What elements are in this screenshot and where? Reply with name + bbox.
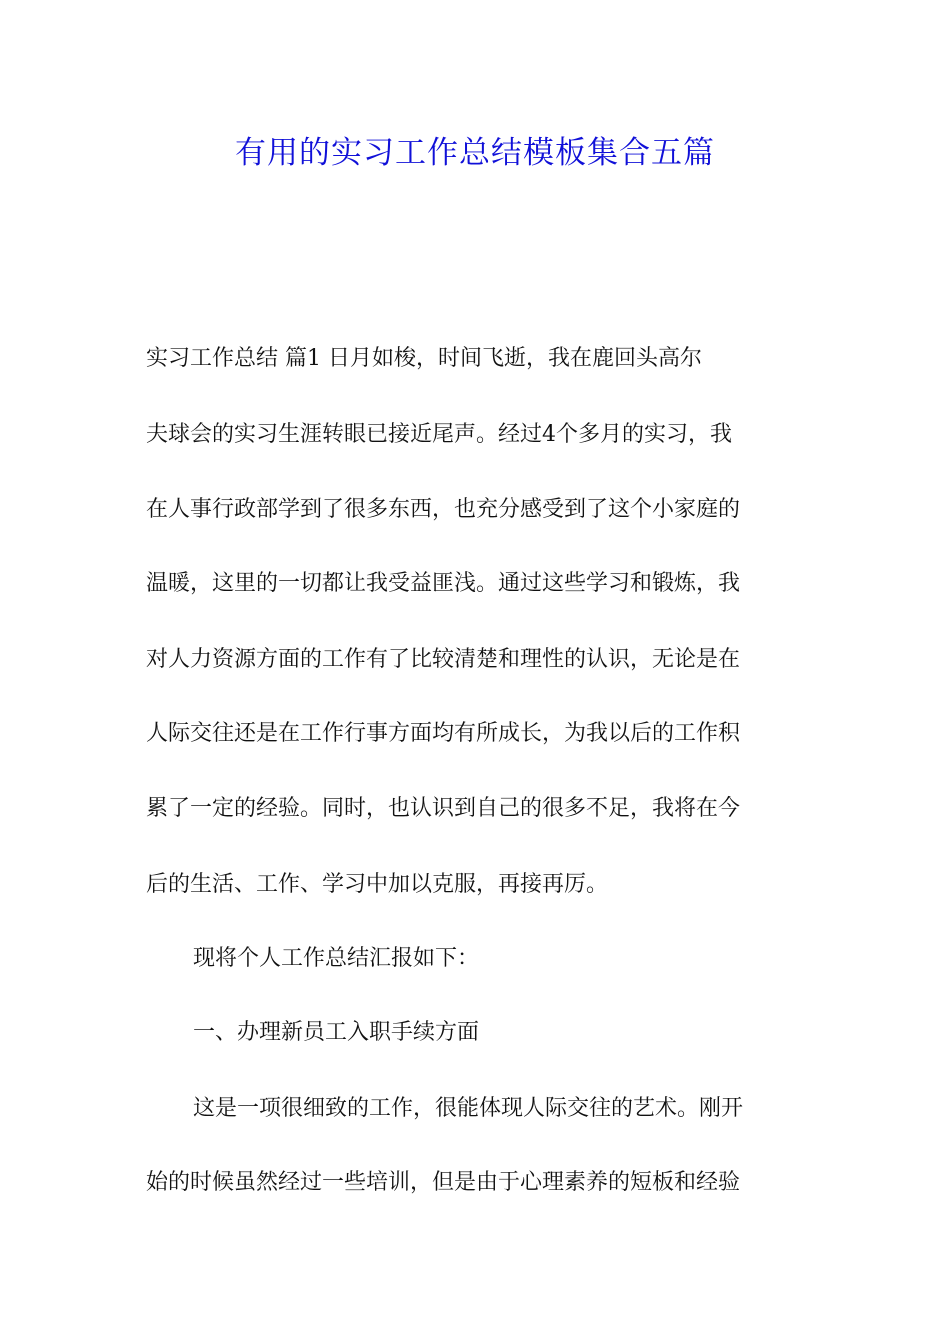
- paragraph-line: 人际交往还是在工作行事方面均有所成长，为我以后的工作积: [146, 721, 741, 746]
- paragraph-line: 夫球会的实习生涯转眼已接近尾声。经过4个多月的实习，我: [146, 422, 732, 447]
- paragraph-line: 温暖，这里的一切都让我受益匪浅。通过这些学习和锻炼，我: [146, 571, 741, 596]
- paragraph-line: 始的时候虽然经过一些培训，但是由于心理素养的短板和经验: [146, 1170, 741, 1195]
- section-heading: 一、办理新员工入职手续方面: [193, 1020, 480, 1045]
- paragraph-line: 在人事行政部学到了很多东西，也充分感受到了这个小家庭的: [146, 497, 741, 522]
- document-title: 有用的实习工作总结模板集合五篇: [235, 135, 715, 171]
- paragraph-line: 累了一定的经验。同时，也认识到自己的很多不足，我将在今: [146, 796, 741, 821]
- paragraph-line: 现将个人工作总结汇报如下：: [193, 946, 480, 971]
- paragraph-line: 实习工作总结 篇1 日月如梭，时间飞逝，我在鹿回头高尔: [146, 346, 702, 371]
- paragraph-line: 后的生活、工作、学习中加以克服，再接再厉。: [146, 872, 609, 897]
- paragraph-line: 对人力资源方面的工作有了比较清楚和理性的认识，无论是在: [146, 647, 741, 672]
- paragraph-line: 这是一项很细致的工作，很能体现人际交往的艺术。刚开: [193, 1096, 744, 1121]
